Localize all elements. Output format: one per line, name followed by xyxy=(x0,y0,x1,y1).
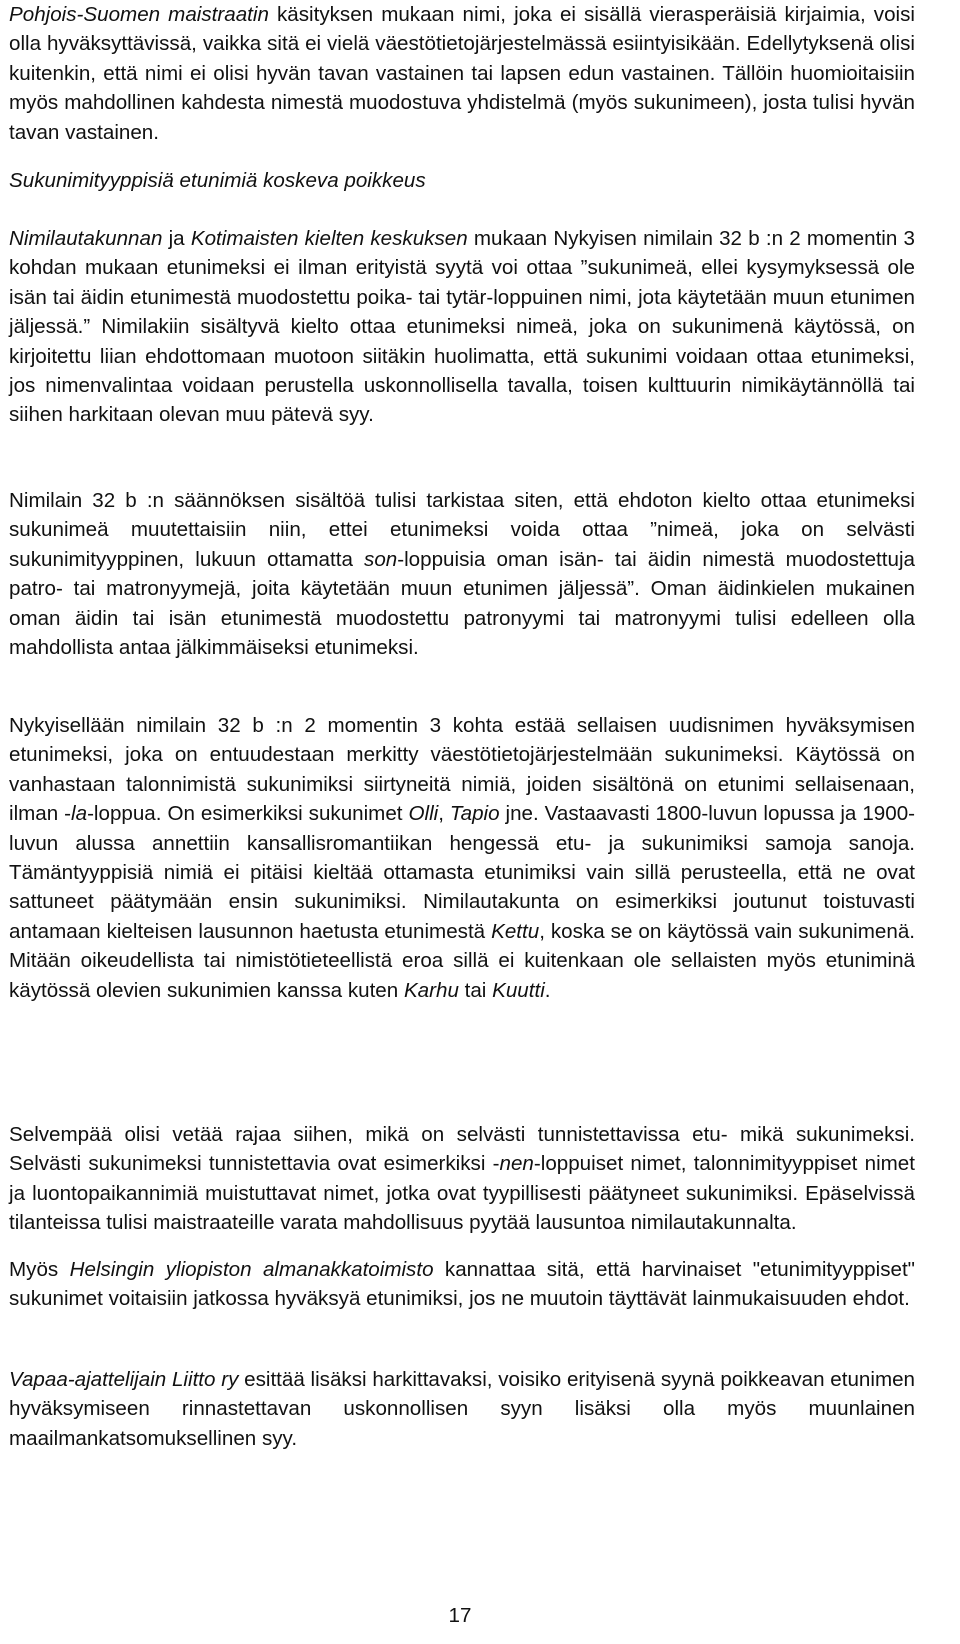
paragraph-text: Myös xyxy=(9,1258,70,1281)
paragraph-text: . xyxy=(544,978,551,1002)
paragraph-almanakkatoimisto xyxy=(9,1255,915,1314)
paragraph-sukunimi-exception xyxy=(9,224,915,430)
paragraph-text: , koska se on käytössä vain sukunimenä. Mitään oikeudellista tai nimistötieteellistä eroa sillä ei kuitenkaan ole sellaisten myös etuniminä käytössä olevien sukunimien kanssa kuten xyxy=(9,919,915,1002)
paragraph-maistraatti xyxy=(9,0,915,147)
paragraph-text: jne. Vastaavasti 1800-luvun lopussa ja 1900-luvun alussa annettiin kansallisromantiikan hengessä etu- ja sukunimiksi samoja sanoja. Tämäntyyppisiä nimiä ei pitäisi kieltää ottamasta etunimiksi vain sillä perusteella, että ne ovat sattuneet päätymään ensin sukunimiksi. Nimilautakunta on esimerkiksi joutunut toistuvasti antamaan kielteisen lausunnon haetusta etunimestä xyxy=(9,802,915,943)
italic-example-name: Karhu xyxy=(403,978,459,1002)
paragraph-text: kannattaa sitä, että harvinaiset "etunimityyppiset" sukunimet voitaisiin jatkossa hyväksyä etunimiksi, jos ne muutoin täyttävät lainmukaisuuden ehdot. xyxy=(9,1258,915,1311)
paragraph-text: , xyxy=(438,802,450,826)
paragraph-text: -loppua. On esimerkiksi sukunimet xyxy=(87,802,409,826)
page-number: 17 xyxy=(448,1604,472,1627)
italic-example-name: Kuutti xyxy=(492,978,545,1002)
italic-authority-name: Kotimaisten kielten keskuksen xyxy=(190,227,468,250)
paragraph-text: -loppuiset nimet, talonnimityyppiset nimet ja luontopaikannimiä muistuttavat nimet, jotka ovat tyypillisesti päätyneet sukunimiksi. Epäselvissä tilanteissa tulisi maistraateille varata mahdollisuus pyytää lausuntoa nimilautakunnalta. xyxy=(9,1152,915,1235)
italic-suffix: son xyxy=(364,547,398,571)
italic-example-name: Kettu xyxy=(491,919,540,943)
paragraph-text: Nykyisellään nimilain 32 b :n 2 momentin 3 kohta estää sellaisen uudisnimen hyväksymisen etunimeksi, joka on entuudestaan merkitty väestötietojärjestelmään sukunimeksi. Käytössä on vanhastaan talonnimistä sukunimiksi siirtyneitä nimiä, joiden sisältönä on etunimi sellaisenaan, ilman - xyxy=(9,714,915,826)
paragraph-text: mukaan Nykyisen nimilain 32 b :n 2 momentin 3 kohdan mukaan etunimeksi ei ilman erityistä syytä voi ottaa ”sukunimeä, ellei kysymyksessä ole isän tai äidin etunimestä muodostettu poika- tai tytär-loppuinen nimi, jota käytetään muun etunimen jäljessä.” Nimilakiin sisältyvä kielto ottaa etunimeksi nimeä, joka on sukunimenä käytössä, on kirjoitettu liian ehdottomaan muotoon siitäkin huolimatta, että sukunimi voidaan ottaa etunimeksi, jos nimenvalintaa voidaan perustella uskonnollisella tavalla, toisen kulttuurin nimikäytännöllä tai siihen harkitaan olevan muu pätevä syy. xyxy=(9,227,915,427)
paragraph-current-law xyxy=(9,711,915,1005)
italic-authority-name: Helsingin yliopiston almanakkatoimisto xyxy=(69,1258,434,1281)
paragraph-32b-revision xyxy=(9,486,915,662)
italic-suffix: la xyxy=(71,802,88,826)
paragraph-text: ja xyxy=(162,227,191,250)
paragraph-clearer-boundary xyxy=(9,1120,915,1238)
italic-authority-name: Vapaa-ajattelijain Liitto ry xyxy=(9,1368,239,1391)
italic-example-name: Olli xyxy=(408,802,439,826)
italic-example-name: Tapio xyxy=(449,802,500,826)
paragraph-text: käsityksen mukaan nimi, joka ei sisällä vierasperäisiä kirjaimia, voisi olla hyväksyttävissä, vaikka sitä ei vielä väestötietojärjestelmässä esiintyisikään. Edellytyksenä olisi kuitenkin, että nimi ei olisi hyvän tavan vastainen tai lapsen edun vastainen. Tällöin huomioitaisiin myös mahdollinen kahdesta nimestä muodostuva yhdistelmä (myös sukunimeen), josta tulisi hyvän tavan vastainen. xyxy=(9,3,916,144)
paragraph-text: esittää lisäksi harkittavaksi, voisiko erityisenä syynä poikkeavan etunimen hyväksymiseen rinnastettavan uskonnollisen syyn lisäksi olla myös muunlainen maailmankatsomuksellinen syy. xyxy=(9,1368,916,1450)
section-heading: Sukunimityyppisiä etunimiä koskeva poikkeus xyxy=(9,169,426,192)
italic-authority-name: Pohjois-Suomen maistraatin xyxy=(9,3,269,26)
paragraph-vapaa-ajattelijat xyxy=(9,1365,915,1453)
paragraph-text: -loppuisia oman isän- tai äidin nimestä muodostettuja patro- tai matronyymejä, joita käytetään muun etunimen jäljessä”. Oman äidinkielen mukainen oman äidin tai isän etunimestä muodostettu patronyymi tai matronyymi tulisi edelleen olla mahdollista antaa jälkimmäiseksi etunimeksi. xyxy=(9,547,915,660)
paragraph-text: tai xyxy=(458,978,493,1002)
paragraph-text: Selvempää olisi vetää rajaa siihen, mikä on selvästi tunnistettavissa etu- mikä sukunimeksi. Selvästi sukunimeksi tunnistettavia ovat esimerkiksi - xyxy=(9,1123,915,1176)
paragraph-text: Nimilain 32 b :n säännöksen sisältöä tulisi tarkistaa siten, että ehdoton kielto ottaa etunimeksi sukunimeä muutettaisiin niin, ettei etunimeksi voida ottaa ”nimeä, joka on selvästi sukunimityyppinen, lukuun ottamatta xyxy=(9,489,915,571)
italic-suffix: nen xyxy=(499,1152,534,1176)
italic-authority-name: Nimilautakunnan xyxy=(9,227,163,250)
